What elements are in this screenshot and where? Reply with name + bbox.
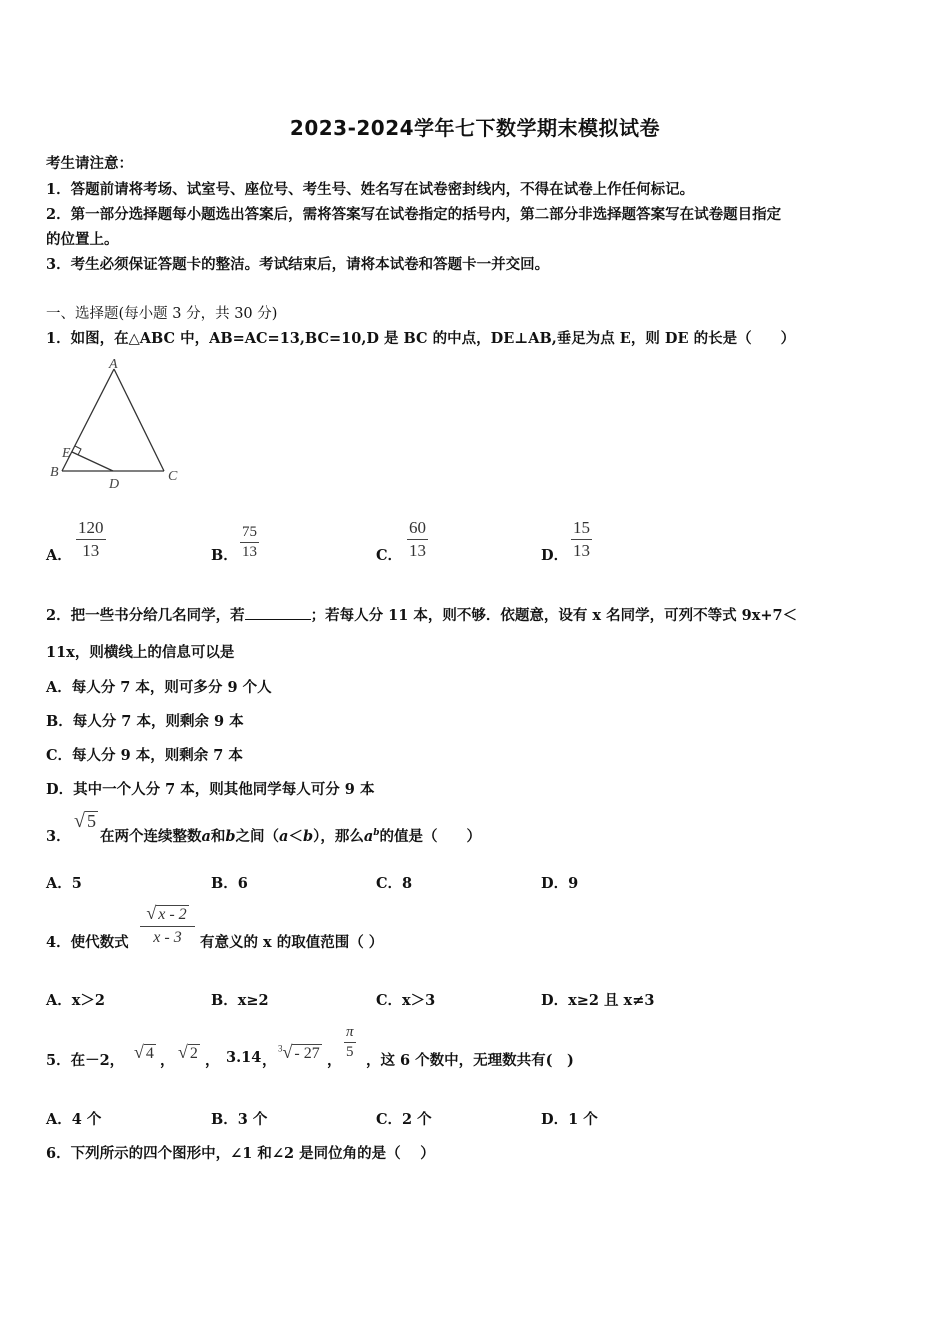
q4-denominator: x - 3 xyxy=(153,929,182,946)
power-exponent: b xyxy=(373,828,380,839)
question-3-stem xyxy=(100,825,481,846)
section-heading: 一、选择题(每小题 3 分，共 30 分) xyxy=(46,306,278,322)
less-than: ＜ xyxy=(288,828,303,845)
notice-line-2: 2．第一部分选择题每小题选出答案后，需将答案写在试卷指定的括号内，第二部分非选择题答案写在试卷题目指定 xyxy=(46,206,782,223)
q4-option-b: B．x≥2 xyxy=(211,992,269,1009)
sqrt-2-radicand: 2 xyxy=(189,1045,198,1062)
notice-heading: 考生请注意： xyxy=(46,155,133,172)
var-b: b xyxy=(225,828,236,845)
question-1-stem: 1．如图，在△ABC 中，AB=AC=13,BC=10,D 是 BC 的中点，DE⊥AB,垂足为点 E，则 DE 的长是（ ） xyxy=(46,330,796,347)
q1-option-c-fraction xyxy=(407,518,428,561)
q2-stem-part-a: 2．把一些书分给几名同学，若 xyxy=(46,607,245,624)
q3-option-c: C．8 xyxy=(376,875,413,892)
question-5-stem-a: 5．在－2， xyxy=(46,1052,125,1069)
question-6-stem: 6．下列所示的四个图形中，∠1 和∠2 是同位角的是（ ） xyxy=(46,1145,435,1162)
value-3-14: 3.14 xyxy=(226,1049,262,1066)
q1-option-a-letter: A． xyxy=(46,547,72,564)
triangle-figure xyxy=(44,356,194,496)
q4-fraction: √ x - 2 x - 3 xyxy=(140,903,195,947)
sqrt-4-radicand: 4 xyxy=(145,1045,154,1062)
q5-comma-2: ， xyxy=(205,1052,220,1069)
q1-option-a-fraction xyxy=(76,518,106,561)
label-b: B xyxy=(50,465,59,480)
q1-a-denominator: 13 xyxy=(82,541,100,560)
q1-d-numerator: 15 xyxy=(573,518,590,537)
q1-a-numerator: 120 xyxy=(78,518,104,537)
notice-line-1: 1．答题前请将考场、试室号、座位号、考生号、姓名写在试卷密封线内，不得在试卷上作任何标记。 xyxy=(46,181,695,198)
notice-line-3: 3．考生必须保证答题卡的整洁。考试结束后，请将本试卷和答题卡一并交回。 xyxy=(46,256,550,273)
q3-number: 3． xyxy=(46,828,71,845)
q5-option-b: B．3 个 xyxy=(211,1111,268,1128)
q1-b-denominator: 13 xyxy=(242,544,257,560)
question-2-stem xyxy=(46,604,797,625)
q1-option-b-fraction xyxy=(240,524,259,561)
q3-option-a: A．5 xyxy=(46,875,82,892)
q1-option-c-letter: C． xyxy=(376,547,403,564)
q3-stem-part-c: ），那么 xyxy=(313,828,364,845)
q1-c-numerator: 60 xyxy=(409,518,426,537)
label-e: E xyxy=(62,446,71,461)
notice-line-2-cont: 的位置上。 xyxy=(46,231,119,248)
q4-option-c: C．x＞3 xyxy=(376,992,436,1009)
cube-root-neg-27: $^3$√ - 27 xyxy=(278,1042,320,1062)
q5-comma-1: ， xyxy=(160,1052,175,1069)
label-d: D xyxy=(109,477,120,492)
q3-and: 和 xyxy=(210,828,226,845)
q4-numerator: x - 2 xyxy=(158,906,187,923)
cube-root-radicand: - 27 xyxy=(294,1045,320,1062)
q5-option-c: C．2 个 xyxy=(376,1111,432,1128)
q1-option-b-letter: B． xyxy=(211,547,238,564)
pi-denominator: 5 xyxy=(346,1044,354,1060)
q1-c-denominator: 13 xyxy=(409,541,426,560)
q5-comma-3: ， xyxy=(262,1052,277,1069)
q5-option-d: D．1 个 xyxy=(541,1111,598,1128)
label-a: A xyxy=(109,357,118,372)
question-4-stem-b: 有意义的 x 的取值范围（ ） xyxy=(200,934,384,951)
q3-option-b: B．6 xyxy=(211,875,248,892)
q4-option-a: A．x＞2 xyxy=(46,992,105,1009)
q1-d-denominator: 13 xyxy=(573,541,590,560)
q1-option-d-letter: D． xyxy=(541,547,569,564)
q4-option-d: D．x≥2 且 x≠3 xyxy=(541,992,655,1009)
q5-option-a: A．4 个 xyxy=(46,1111,102,1128)
question-5-stem-b: ，这 6 个数中，无理数共有( ) xyxy=(366,1052,574,1069)
q2-option-d: D．其中一个人分 7 本，则其他同学每人可分 9 本 xyxy=(46,781,375,798)
page-title: 2023-2024学年七下数学期末模拟试卷 xyxy=(289,116,661,140)
q5-comma-4: ， xyxy=(327,1052,342,1069)
answer-blank xyxy=(245,605,311,620)
q2-option-a: A．每人分 7 本，则可多分 9 个人 xyxy=(46,679,272,696)
pi-over-5 xyxy=(344,1024,356,1061)
power-base: a xyxy=(363,828,374,845)
pi-numerator: π xyxy=(346,1024,354,1040)
sqrt-2: √ 2 xyxy=(178,1042,198,1062)
q3-stem-part-d: 的值是（ ） xyxy=(379,828,482,845)
sqrt-5: √ 5 xyxy=(74,810,96,832)
cube-root-index: 3 xyxy=(278,1043,283,1054)
cond-b: b xyxy=(302,828,314,845)
var-a: a xyxy=(201,828,211,845)
q1-b-numerator: 75 xyxy=(242,524,257,540)
q2-stem-part-b: ；若每人分 11 本，则不够．依题意，设有 x 名同学，可列不等式 9x+7＜ xyxy=(310,607,798,624)
q2-option-b: B．每人分 7 本，则剩余 9 本 xyxy=(46,713,244,730)
label-c: C xyxy=(168,469,178,484)
sqrt-4: √ 4 xyxy=(134,1042,154,1062)
q3-option-d: D．9 xyxy=(541,875,579,892)
q3-stem-part-a: 在两个连续整数 xyxy=(100,828,202,845)
q1-option-d-fraction xyxy=(571,518,592,561)
sqrt-5-radicand: 5 xyxy=(86,811,96,831)
q3-stem-part-b: 之间（ xyxy=(235,828,280,845)
cond-a: a xyxy=(279,828,289,845)
question-4-stem-a: 4．使代数式 xyxy=(46,934,129,951)
q2-option-c: C．每人分 9 本，则剩余 7 本 xyxy=(46,747,243,764)
question-2-stem-cont: 11x，则横线上的信息可以是 xyxy=(46,644,235,661)
